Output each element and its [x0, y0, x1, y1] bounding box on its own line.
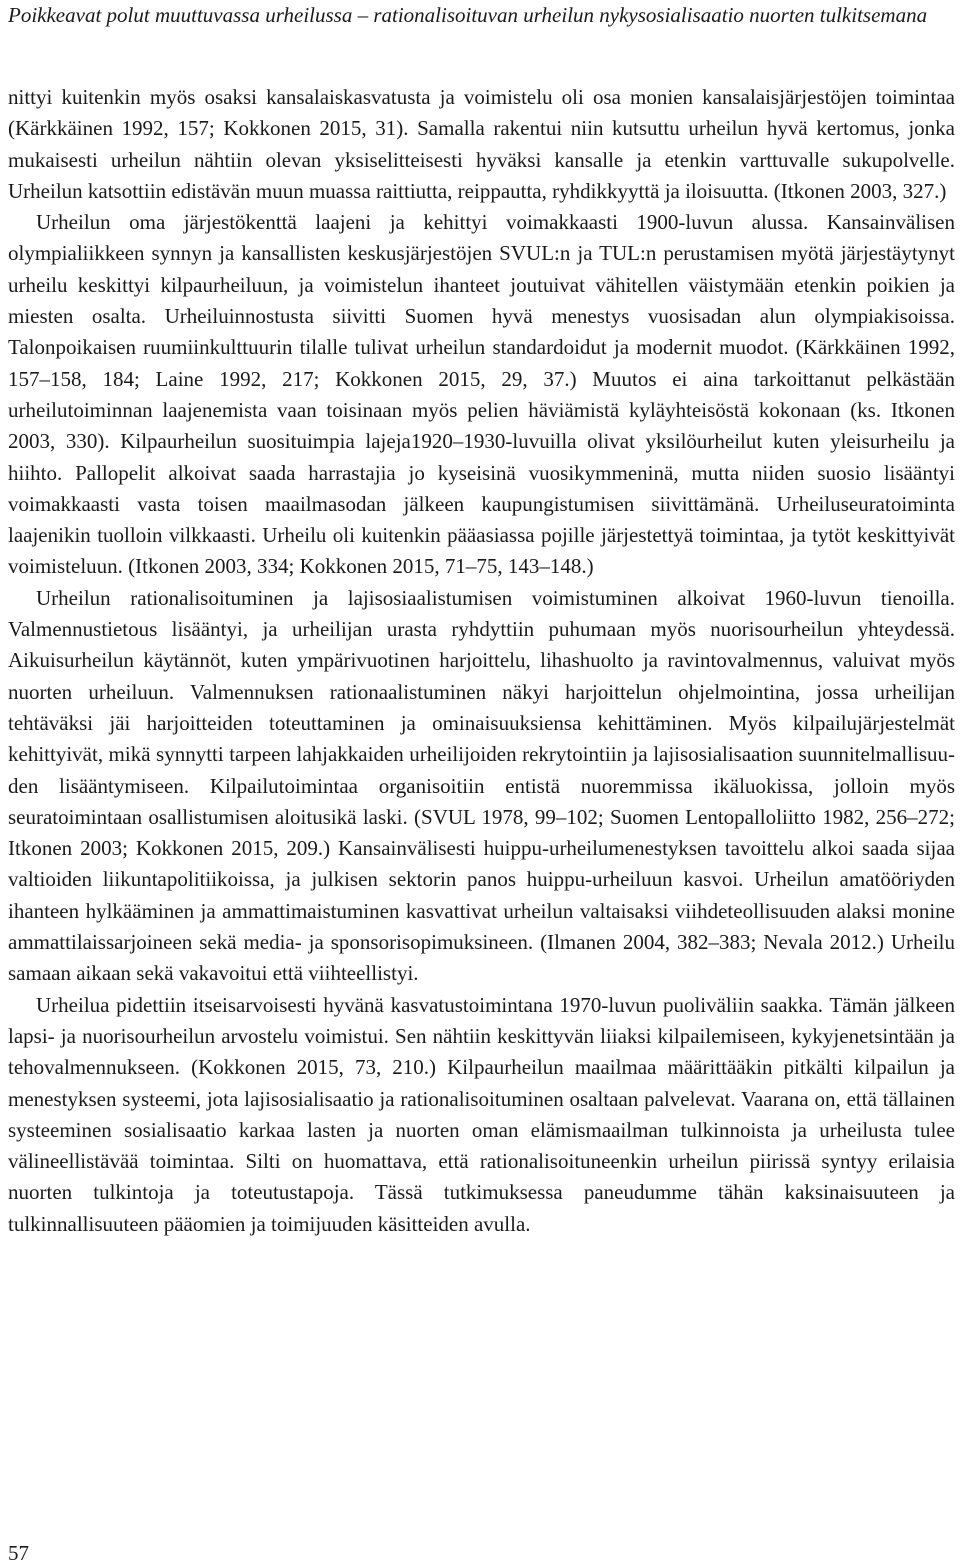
page-number: 57	[8, 1541, 29, 1565]
paragraph-2: Urheilun oma järjestökenttä laajeni ja kehittyi voimakkaasti 1900-luvun alussa. Kansainvälisen olympialiikkeen synnyn ja kansallisten keskusjärjestöjen SVUL:n ja TUL:n perustamisen myötä järjestäytynyt urheilu keskittyi kilpaurheiluun, ja voimistelun ihanteet joutuivat vähitellen väistymään etenkin poikien ja miesten osalta. Urheiluinnostusta siivitti Suomen hyvä menestys vuosisadan alun olympiakisoissa. Talonpoikaisen ruumiinkulttuurin tilalle tulivat urheilun standardoidut ja modernit muodot. (Kärkkäinen 1992, 157–158, 184; Laine 1992, 217; Kokkonen 2015, 29, 37.) Muutos ei aina tarkoittanut pelkästään urheilutoiminnan laajenemista vaan toisinaan myös pelien häviämistä kyläyhteisöstä kokonaan (ks. Itkonen 2003, 330). Kilpaurheilun suosituimpia lajeja1920–1930-luvuilla olivat yksilöurheilut kuten yleisurheilu ja hiihto. Pallopelit alkoivat saada harrastajia jo kyseisinä vuosikymmeninä, mutta niiden suosio lisääntyi voimakkaasti vasta toisen maailmasodan jälkeen kaupungistumisen siivittämänä. Urheiluseuratoiminta laajenikin tuolloin vilkkaasti. Urheilu oli kuitenkin pääasiassa pojille järjestettyä toimintaa, ja tytöt keskittyivät voimisteluun. (Itkonen 2003, 334; Kokkonen 2015, 71–75, 143–148.)	[8, 210, 955, 579]
body-text	[8, 82, 955, 1240]
paragraph-1: nittyi kuitenkin myös osaksi kansalaiskasvatusta ja voimistelu oli osa monien kansalaisjärjestöjen toimintaa (Kärkkäinen 1992, 157; Kokkonen 2015, 31). Samalla rakentui niin kutsuttu urheilun hyvä kertomus, jonka mukaisesti urheilun nähtiin olevan yksiselitteisesti hyväksi kansalle ja etenkin varttuvalle sukupolvelle. Urheilun katsottiin edistävän muun muassa raittiutta, reippautta, ryhdikkyyttä ja iloisuutta. (Itkonen 2003, 327.)	[8, 85, 955, 203]
running-header: Poikkeavat polut muuttuvassa urheilussa – rationalisoituvan urheilun nykysosialisaatio nuorten tulkitsemana	[8, 3, 928, 27]
paragraph-4: Urheilua pidettiin itseisarvoisesti hyvänä kasvatustoimintana 1970-luvun puoliväliin saakka. Tämän jälkeen lapsi- ja nuorisourheilun arvostelu voimistui. Sen nähtiin keskittyvän liiaksi kilpailemiseen, kykyjenetsintään ja tehovalmennukseen. (Kokkonen 2015, 73, 210.) Kilpaurheilun maailmaa määrittääkin pitkälti kilpailun ja menestyksen systeemi, jota lajisosialisaatio ja rationalisoituminen osaltaan palvelevat. Vaarana on, että tällainen systeeminen sosialisaatio karkaa lasten ja nuorten oman elämismaailman tulkinnoista ja urheilusta tulee välineellistävää toimintaa. Silti on huomattava, että rationalisoituneenkin urheilun piirissä syntyy erilaisia nuorten tulkintoja ja toteutustapoja. Tässä tutkimuksessa paneudumme tähän kaksinaisuuteen ja tulkinnallisuuteen pääomien ja toimijuuden käsitteiden avulla.	[8, 992, 955, 1236]
paragraph-3: Urheilun rationalisoituminen ja lajisosiaalistumisen voimistuminen alkoivat 1960-luvun tienoilla. Valmennustietous lisääntyi, ja urheilijan urasta ryhdyttiin puhumaan myös nuorisourheilun yhteydessä. Aikuisurheilun käytännöt, kuten ympärivuotinen harjoittelu, lihashuolto ja ravintovalmennus, valuivat myös nuorten urheiluun. Valmennuksen rationaalistuminen näkyi harjoittelun ohjelmointina, jossa urheilijan tehtäväksi jäi harjoitteiden toteuttaminen ja ominaisuuksiensa kehittäminen. Myös kilpailujärjestelmät kehittyivät, mikä synnytti tarpeen lahjakkaiden urheilijoiden rekrytointiin ja lajisosialisaation suunnitelmallisuuden lisääntymiseen. Kilpailutoimintaa organisoitiin entistä nuoremmissa ikäluokissa, jolloin myös seuratoimintaan osallistumisen aloitusikä laski. (SVUL 1978, 99–102; Suomen Lentopalloliitto 1982, 256–272; Itkonen 2003; Kokkonen 2015, 209.) Kansainvälisesti huippu-urheilumenestyksen tavoittelu alkoi saada sijaa valtioiden liikuntapolitiikoissa, ja julkisen sektorin panos huippu-urheiluun kasvoi. Urheilun amatööriyden ihanteen hylkääminen ja ammattimaistuminen kasvattivat urheilun valtaisaksi viihdeteollisuuden alaksi monine ammattilaissarjoineen sekä media- ja sponsorisopimuksineen. (Ilmanen 2004, 382–383; Nevala 2012.) Urheilu samaan aikaan sekä vakavoitui että viihteellistyi.	[8, 585, 955, 986]
